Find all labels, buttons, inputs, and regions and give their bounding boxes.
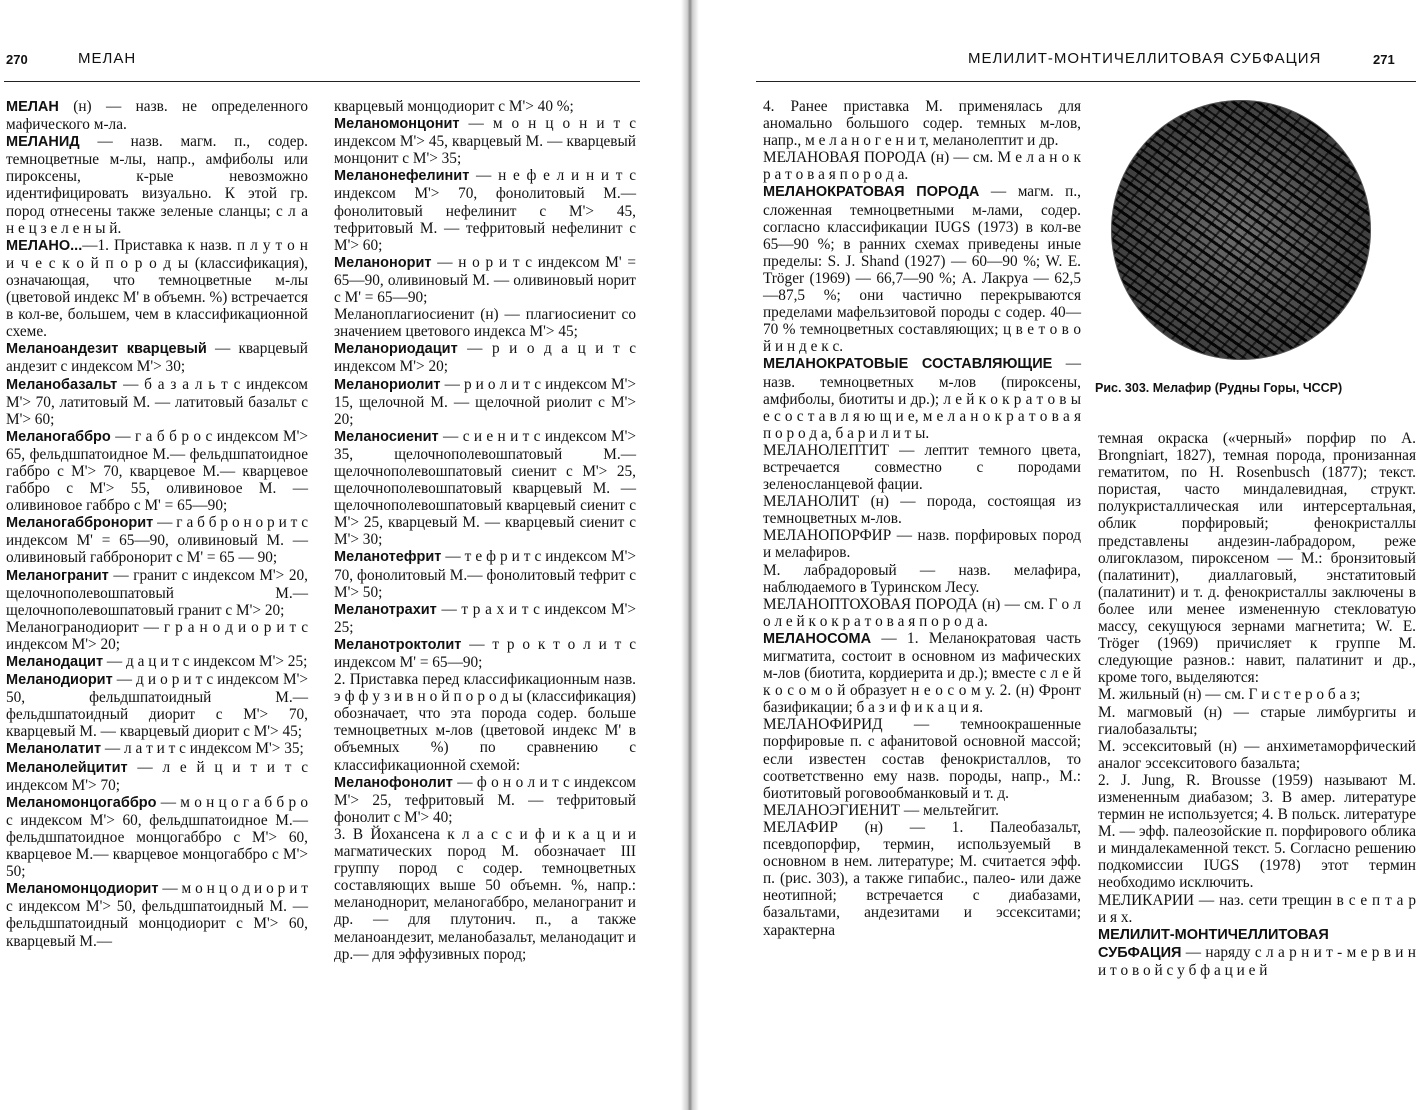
- entry-text: — б а з а л ь т с индексом M'> 70, латитовый М. — латитовый базальт с M'> 60;: [6, 375, 308, 428]
- left-page: [0, 0, 680, 1110]
- entry-text: 4. Ранее приставка М. применялась для аномально большого содер. темных м-лов, напр., м е л а н о г е н и т, меланолептит и др.: [763, 98, 1081, 150]
- dictionary-entry: [763, 98, 1081, 149]
- page-number: 270: [6, 52, 28, 67]
- entry-text: — м о н ц о д и о р и т с индексом M'> 50, фельдшпатоидный М. — фельдшпатоидный монцодиорит с M'> 60, кварцевый М.—: [6, 880, 308, 950]
- dictionary-entry: [334, 428, 636, 549]
- entry-text: — назв. темноцветных м-лов (пироксены, амфиболы, биотиты и др.); л е й к о к р а т о в ы е с о с т а в л я ю щ и е, м е л а н о к р а т о в а я п о р о д а, б а р и л и т ы.: [763, 355, 1082, 442]
- entry-term: МЕЛАНО...: [6, 237, 83, 254]
- entry-text: — кварцевый андезит с индексом M'> 30;: [6, 340, 308, 376]
- dictionary-entry: [6, 376, 308, 428]
- text-column: [763, 98, 1081, 939]
- entry-text: — 1. Меланократовая часть мигматита, состоит в основном из мафических м-лов (биотита, кордиерита и др.); вместе с л е й к о с о м о й образует н е о с о м у. 2. (н) Фронт базификации; б а з и ф и к а ц и я.: [763, 629, 1081, 717]
- entry-term: Меланомонцонит: [334, 116, 460, 133]
- figure-caption: Рис. 303. Мелафир (Рудны Горы, ЧССР): [1095, 381, 1343, 395]
- entry-text: МЕЛАФИР (н) — 1. Палеобазальт, псевдопорфир, термин, используемый в основном в нем. литературе; М. считается эфф. п. (рис. 303), а также гипабис., палео- или даже неотипной; встречается с диабазами, базальтами, андезитами и эссекситами; характерна: [763, 818, 1081, 939]
- dictionary-entry: [6, 794, 308, 880]
- entry-text: — магм. п., сложенная темноцветными м-лами, содер. согласно классификации IUGS (1973) в кол-ве 65—90 %; в ранних схемах приведены иные пределы: S. J. Shand (1927) — 60—90 %; W. E. Tröger (1969) — 66,7—90 %; А. Лакруа — 62,5—87,5 %; они частично перекрываются пределами мафельзитовой породы с содер. 40—70 % темноцветных составляющих; ц в е т о в о й и н д е к с.: [763, 183, 1081, 356]
- entry-term: Меланолатит: [6, 741, 102, 758]
- entry-term: Меланодиорит: [6, 672, 113, 689]
- dictionary-entry: [763, 493, 1081, 527]
- dictionary-entry: [763, 149, 1081, 183]
- dictionary-entry: [6, 880, 308, 949]
- entry-text: — л е й ц и т и т с индексом M'> 70;: [6, 758, 308, 794]
- entry-text: 2. J. Jung, R. Brousse (1959) называют М. измененным диабазом; 3. В амер. литературе термин не используется; 4. В польск. литературе М. — эфф. палеозойские п. порфирового облика и миндалекаменной текст. 5. Согласно решению подкомиссии IUGS (1978) этот термин необходимо исключить.: [1098, 771, 1416, 892]
- entry-text: — д и о р и т с индексом M'> 50, фельдшпатоидный М.— фельдшпатоидный диорит с M'> 70, кварцевый М. — кварцевый диорит с M'> 45;: [6, 671, 308, 741]
- entry-text: 3. В Йохансена к л а с с и ф и к а ц и и магматических пород М. обозначает III группу пород с содер. темноцветных составляющих выше 50 объемн. %, напр.: меланоднорит, меланогаббро, меланогранит и др. — для плутонич. п., а также меланоандезит, меланобазальт, меланодацит и др.— для эффузивных пород;: [334, 825, 636, 963]
- dictionary-entry: [763, 562, 1081, 596]
- entry-term: МЕЛАНОКРАТОВАЯ ПОРОДА: [763, 184, 980, 201]
- text-column: [6, 98, 308, 950]
- dictionary-entry: [6, 567, 308, 619]
- entry-term: Меланотроктолит: [334, 636, 462, 653]
- entry-term: МЕЛАНОКРАТОВЫЕ СОСТАВЛЯЮЩИЕ: [763, 356, 1053, 373]
- dictionary-entry: [334, 254, 636, 306]
- entry-text: — д а ц и т с индексом M'> 25;: [103, 653, 308, 670]
- dictionary-entry: [6, 98, 308, 133]
- dictionary-entry: [334, 826, 636, 963]
- entry-term: Меланогранит: [6, 567, 109, 584]
- entry-term: Меланориолит: [334, 376, 441, 393]
- dictionary-entry: [334, 376, 636, 428]
- entry-text: МЕЛАНОПТОХОВАЯ ПОРОДА (н) — см. Г о л о л е й к о к р а т о в а я п о р о д а.: [763, 595, 1081, 630]
- dictionary-entry: [334, 671, 636, 774]
- entry-text: — т р а х и т с индексом M'> 25;: [334, 600, 636, 636]
- entry-text: — г а б б р о н о р и т с индексом M' = 65—90, оливиновый М. — оливиновый габброноpит с M' = 65 — 90;: [6, 514, 308, 567]
- entry-term: Меланомонцодиорит: [6, 881, 159, 898]
- entry-text: — м о н ц о г а б б р о с индексом M'> 60, фельдшпатоидное М.— фельдшпатоидное монцогаббро с M'> 60, кварцевое М.— кварцевое монцогаббро с M'> 50;: [6, 793, 308, 881]
- entry-term: Меланомонцогаббро: [6, 794, 157, 811]
- dictionary-entry: [1098, 738, 1416, 772]
- dictionary-entry: [6, 740, 308, 758]
- entry-term: Меланотрахит: [334, 601, 437, 618]
- entry-text: МЕЛАНОЛЕПТИТ — лептит темного цвета, встречается совместно с породами зеленосланцевой фации.: [763, 441, 1081, 494]
- entry-text: М. лабрадоровый — назв. мелафира, наблюдаемого в Туринском Лесу.: [763, 561, 1081, 596]
- entry-text: М. эссекситовый (н) — анхиметаморфический аналог эссекситового базальта;: [1098, 737, 1416, 772]
- entry-text: МЕЛАНОЭГИЕНИТ — мельтейгит.: [763, 801, 999, 819]
- dictionary-entry: [334, 115, 636, 167]
- dictionary-entry: [334, 306, 636, 340]
- dictionary-entry: [6, 671, 308, 740]
- dictionary-entry: [763, 802, 1081, 819]
- page-number: 271: [1373, 52, 1395, 67]
- dictionary-entry: [6, 653, 308, 671]
- dictionary-entry: [334, 774, 636, 826]
- entry-term: Меланоандезит кварцевый: [6, 341, 207, 358]
- entry-text: кварцевый монцодиорит с M'> 40 %;: [334, 98, 574, 115]
- entry-term: Меланодацит: [6, 654, 104, 670]
- entry-term: Меланогаббронорит: [6, 515, 154, 532]
- dictionary-entry: [6, 759, 308, 794]
- entry-text: МЕЛАНОФИРИД — темноокрашенные порфировые п. с афанитовой основной массой; если известен состав фенокристаллов, то соответственно ему назв. породы, напр., М.: биотитовый роговообманковый и т. д.: [763, 716, 1081, 802]
- entry-text: — м о н ц о н и т с индексом M'> 45, кварцевый М. — кварцевый монцонит с M'> 35;: [334, 115, 636, 168]
- dictionary-entry: [1098, 704, 1416, 738]
- entry-term: Меланонорит: [334, 254, 432, 271]
- entry-text: — г а б б р о с индексом M'> 65, фельдшпатоидное М.— фельдшпатоидное габбро с M'> 70, кварцевое М.— кварцевое габбро с M'> 55, оливиновое М. — оливиновое габбро с M' = 65—90;: [6, 427, 308, 515]
- entry-text: М. магмовый (н) — старые лимбургиты и гиалобазальты;: [1098, 703, 1416, 738]
- dictionary-entry: [334, 601, 636, 636]
- entry-term: МЕЛАНОСОМА: [763, 630, 872, 647]
- dictionary-entry: [6, 340, 308, 375]
- dictionary-entry: [334, 636, 636, 671]
- right-page: [700, 0, 1422, 1110]
- entry-text: МЕЛАНОВАЯ ПОРОДА (н) — см. М е л а н о к р а т о в а я п о р о д а.: [763, 149, 1081, 184]
- dictionary-entry: [6, 619, 308, 653]
- header-rule: [756, 81, 1416, 82]
- entry-text: — т е ф р и т с индексом M'> 70, фонолитовый М.— фонолитовый тефрит с M'> 50;: [334, 548, 636, 601]
- entry-text: — гранит с индексом M'> 20, щелочнополевошпатовый М.— щелочнополевошпатовый гранит с M'> 20;: [6, 566, 308, 619]
- entry-text: — наряду с л а р н и т - м е р в и н и т о в о й с у б ф а ц и е й: [1098, 943, 1416, 979]
- entry-text: — р и о д а ц и т с индексом M'> 20;: [334, 340, 636, 376]
- entry-text: темная окраска («черный» порфир по A. Brongniart, 1827), темная порода, пронизанная гематитом, по H. Rosenbusch (1877); текст. пористая, часто миндалевидная, структ. полукристаллическая или интерсертальная, облик порфировый; фенокристаллы представлены андезин-лабрадором, реже олигоклазом, пироксеном — М.: бронзитовый (палатинит), диаллаговый, энстатитовый (палатинит) и т. д. фенокристаллы заключены в более или менее измененную стекловатую массу, секущуюся зернами магнетита; W. E. Tröger (1969) причисляет к группе М. следующие разнов.: навит, палатинит и др., кроме того, выделяются:: [1098, 430, 1416, 687]
- dictionary-entry: [763, 183, 1081, 355]
- entry-text: — н е ф е л и н и т с индексом M'> 70, фонолитовый М.— фонолитовый нефелинит с M'> 45, тефритовый М. — тефритовый нефелинит с M'> 60;: [334, 167, 636, 254]
- entry-text: — л а т и т с индексом M'> 35;: [101, 740, 304, 758]
- entry-text: —1. Приставка к назв. п л у т о н и ч е с к о й п о р о д ы (классификация), означающая, что темноцветные м-лы (цветовой индекс M' в объемн. %) встречается в кол-ве, большем, чем в классификационной схеме.: [6, 236, 308, 341]
- dictionary-entry: [763, 527, 1081, 561]
- entry-term: Меланолейцитит: [6, 759, 128, 776]
- dictionary-entry: [6, 237, 308, 341]
- entry-term: Меланонефелинит: [334, 168, 470, 185]
- entry-text: — т р о к т о л и т с индексом M' = 65—90;: [334, 635, 636, 671]
- entry-text: — н о р и т с индексом M' = 65—90, оливиновый М. — оливиновый норит с M' = 65—90;: [334, 253, 636, 307]
- dictionary-entry: [6, 133, 308, 237]
- dictionary-entry: [763, 716, 1081, 801]
- entry-text: — р и о л и т с индексом M'> 15, щелочной М. — щелочной риолит с M'> 20;: [334, 375, 636, 428]
- dictionary-entry: [6, 514, 308, 566]
- book-gutter: [681, 0, 699, 1110]
- entry-term: Меланогаббро: [6, 428, 111, 445]
- dictionary-entry: [763, 819, 1081, 939]
- entry-term: Меланобазальт: [6, 376, 118, 393]
- dictionary-entry: [763, 630, 1081, 716]
- entry-term: Меланотефрит: [334, 549, 442, 566]
- entry-text: (н) — назв. не определенного мафического м-ла.: [6, 98, 308, 134]
- text-column: [334, 98, 636, 963]
- entry-text: Меланоплагиосиенит (н) — плагиосиенит со значением цветового индекса M'> 45;: [334, 306, 636, 341]
- text-column: [1098, 430, 1416, 979]
- entry-term: МЕЛИЛИТ-МОНТИЧЕЛЛИТОВАЯ СУБФАЦИЯ: [1098, 926, 1329, 961]
- dictionary-entry: [1098, 686, 1416, 703]
- entry-text: МЕЛАНОЛИТ (н) — порода, состоящая из темноцветных м-лов.: [763, 493, 1081, 528]
- dictionary-entry: [334, 167, 636, 253]
- dictionary-entry: [1098, 772, 1416, 892]
- dictionary-entry: [763, 442, 1081, 493]
- header-rule: [4, 81, 640, 82]
- micrograph-figure: [1111, 100, 1371, 360]
- running-header: МЕЛИЛИТ-МОНТИЧЕЛЛИТОВАЯ СУБФАЦИЯ: [968, 50, 1322, 67]
- entry-term: Меланофонолит: [334, 774, 453, 791]
- dictionary-entry: [1098, 926, 1416, 979]
- dictionary-entry: [6, 428, 308, 514]
- dictionary-entry: [1098, 430, 1416, 686]
- entry-text: М. жильный (н) — см. Г и с т е р о б а з;: [1098, 686, 1361, 704]
- entry-term: МЕЛАНИД: [6, 134, 80, 151]
- entry-term: МЕЛАН: [6, 99, 59, 115]
- running-header: МЕЛАН: [78, 50, 137, 67]
- entry-text: МЕЛИКАРИИ — наз. сети трещин в с е п т а р и я х.: [1098, 891, 1416, 926]
- entry-text: 2. Приставка перед классификационным назв. э ф ф у з и в н о й п о р о д ы (классификация) обозначает, что эта порода содер. больше темноцветных м-лов (цветовой индекс M' в объемных %) по сравнению с классификационной схемой:: [334, 671, 636, 774]
- dictionary-entry: [1098, 892, 1416, 926]
- entry-text: — ф о н о л и т с индексом M'> 25, тефритовый М. — тефритовый фонолит с M'> 40;: [334, 773, 636, 826]
- entry-text: — с и е н и т с индексом M'> 35, щелочнополевошпатовый М.— щелочнополевошпатовый сиенит с M'> 25, щелочнополевошпатовый кварцевый М. — щелочнополевошпатовый кварцевый сиенит с M'> 25, кварцевый М. — кварцевый сиенит с M'> 30;: [334, 427, 636, 549]
- entry-term: Меланосиенит: [334, 428, 439, 445]
- entry-term: Меланориодацит: [334, 341, 458, 358]
- entry-text: — назв. магм. п., содер. темноцветные м-лы, напр., амфиболы или пироксены, к-рые невозможно идентифицировать визуально. К этой гр. пород отнесены также зеленые сланцы; с л а н е ц з е л е н ы й.: [6, 133, 308, 237]
- dictionary-entry: [763, 355, 1081, 441]
- dictionary-entry: [334, 98, 636, 115]
- dictionary-entry: [763, 596, 1081, 630]
- entry-text: МЕЛАНОПОРФИР — назв. порфировых пород и мелафиров.: [763, 527, 1081, 562]
- dictionary-entry: [334, 548, 636, 600]
- entry-text: Меланогранодиорит — г р а н о д и о р и т с индексом M'> 20;: [6, 618, 308, 653]
- dictionary-entry: [334, 340, 636, 375]
